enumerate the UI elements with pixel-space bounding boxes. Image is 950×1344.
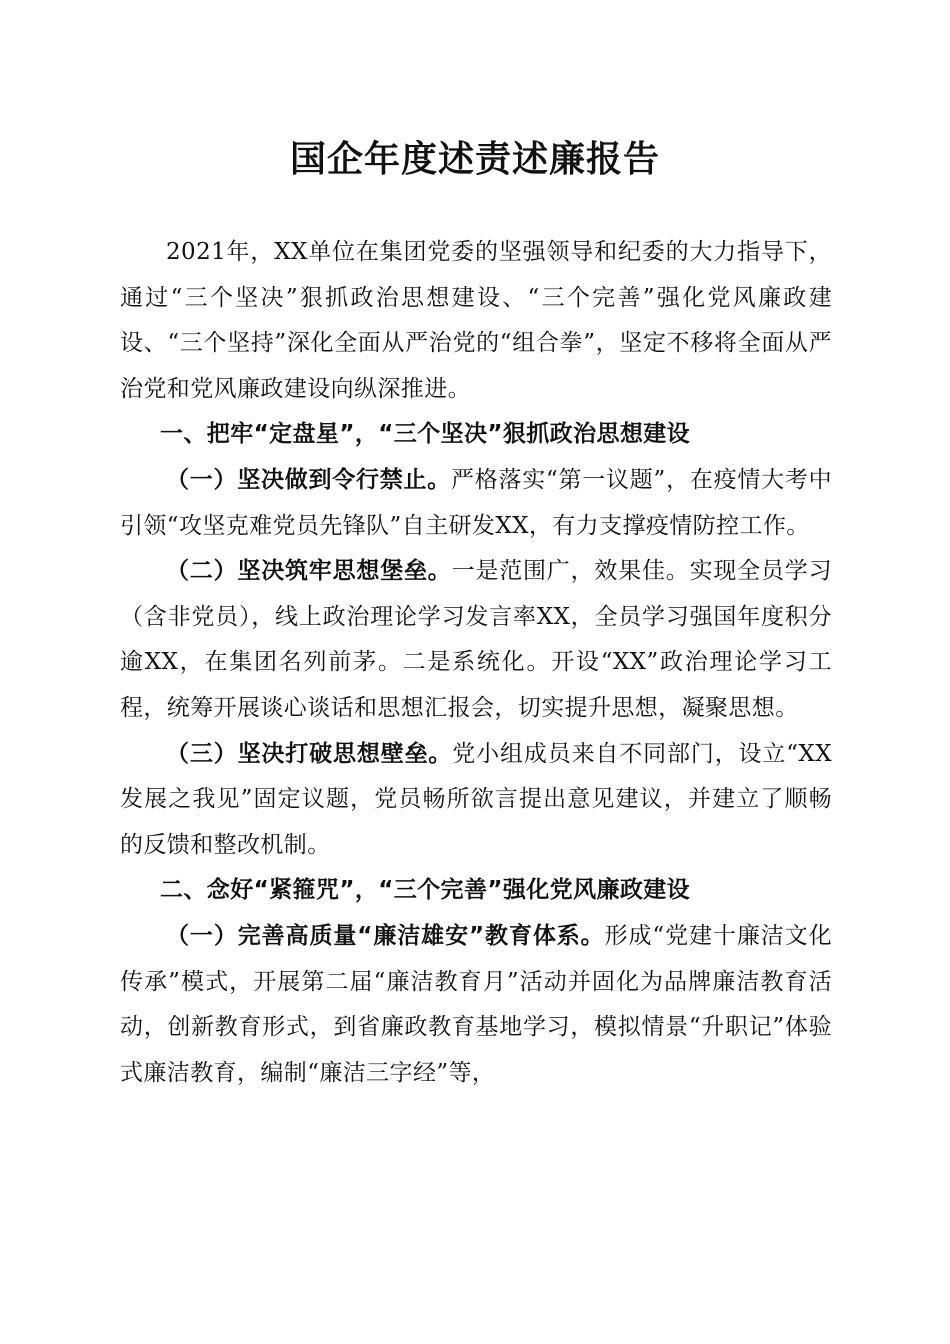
section-1-item-3 (120, 732, 832, 869)
section-2-heading: 二、念好“紧箍咒”，“三个完善”强化党风廉政建设 (160, 877, 691, 904)
section-1-item-3-lead: （三）坚决打破思想壁垒。 (166, 740, 453, 767)
section-1-item-2-lead: （二）坚决筑牢思想堡垒。 (166, 558, 452, 585)
document-body (120, 230, 832, 1096)
section-1-item-3-text: 党小组成员来自不同部门，设立“XX发展之我见”固定议题，党员畅所欲言提出意见建议，并建立了顺畅的反馈和整改机制。 (120, 740, 832, 858)
section-2-item-1-text: 形成“党建十廉洁文化传承”模式，开展第二届“廉洁教育月”活动并固化为品牌廉洁教育活动，创新教育形式，到省廉政教育基地学习，模拟情景“升职记”体验式廉洁教育，编制“廉洁三字经”等， (120, 922, 832, 1086)
section-2-item-1-lead: （一）完善高质量“廉洁雄安”教育体系。 (166, 922, 605, 949)
document-title: 国企年度述责述廉报告 (289, 139, 660, 180)
section-1-item-2-text: 一是范围广，效果佳。实现全员学习（含非党员），线上政治理论学习发言率XX，全员学习强国年度积分逾XX，在集团名列前茅。二是系统化。开设“XX”政治理论学习工程，统筹开展谈心谈话和思想汇报会，切实提升思想，凝聚思想。 (120, 558, 832, 721)
section-2-item-1 (120, 914, 832, 1096)
section-1-item-2 (120, 549, 832, 731)
section-1-item-1-lead: （一）坚决做到令行禁止。 (166, 466, 452, 493)
section-1-item-1 (120, 458, 832, 549)
section-1-item-1-text: 严格落实“第一议题”，在疫情大考中引领“攻坚克难党员先锋队”自主研发XX，有力支撑疫情防控工作。 (120, 466, 832, 539)
section-1-heading: 一、把牢“定盘星”，“三个坚决”狠抓政治思想建设 (160, 421, 691, 448)
intro-paragraph: 2021年，XX单位在集团党委的坚强领导和纪委的大力指导下，通过“三个坚决”狠抓政治思想建设、“三个完善”强化党风廉政建设、“三个坚持”深化全面从严治党的“组合拳”，坚定不移将全面从严治党和党风廉政建设向纵深推进。 (120, 239, 832, 402)
